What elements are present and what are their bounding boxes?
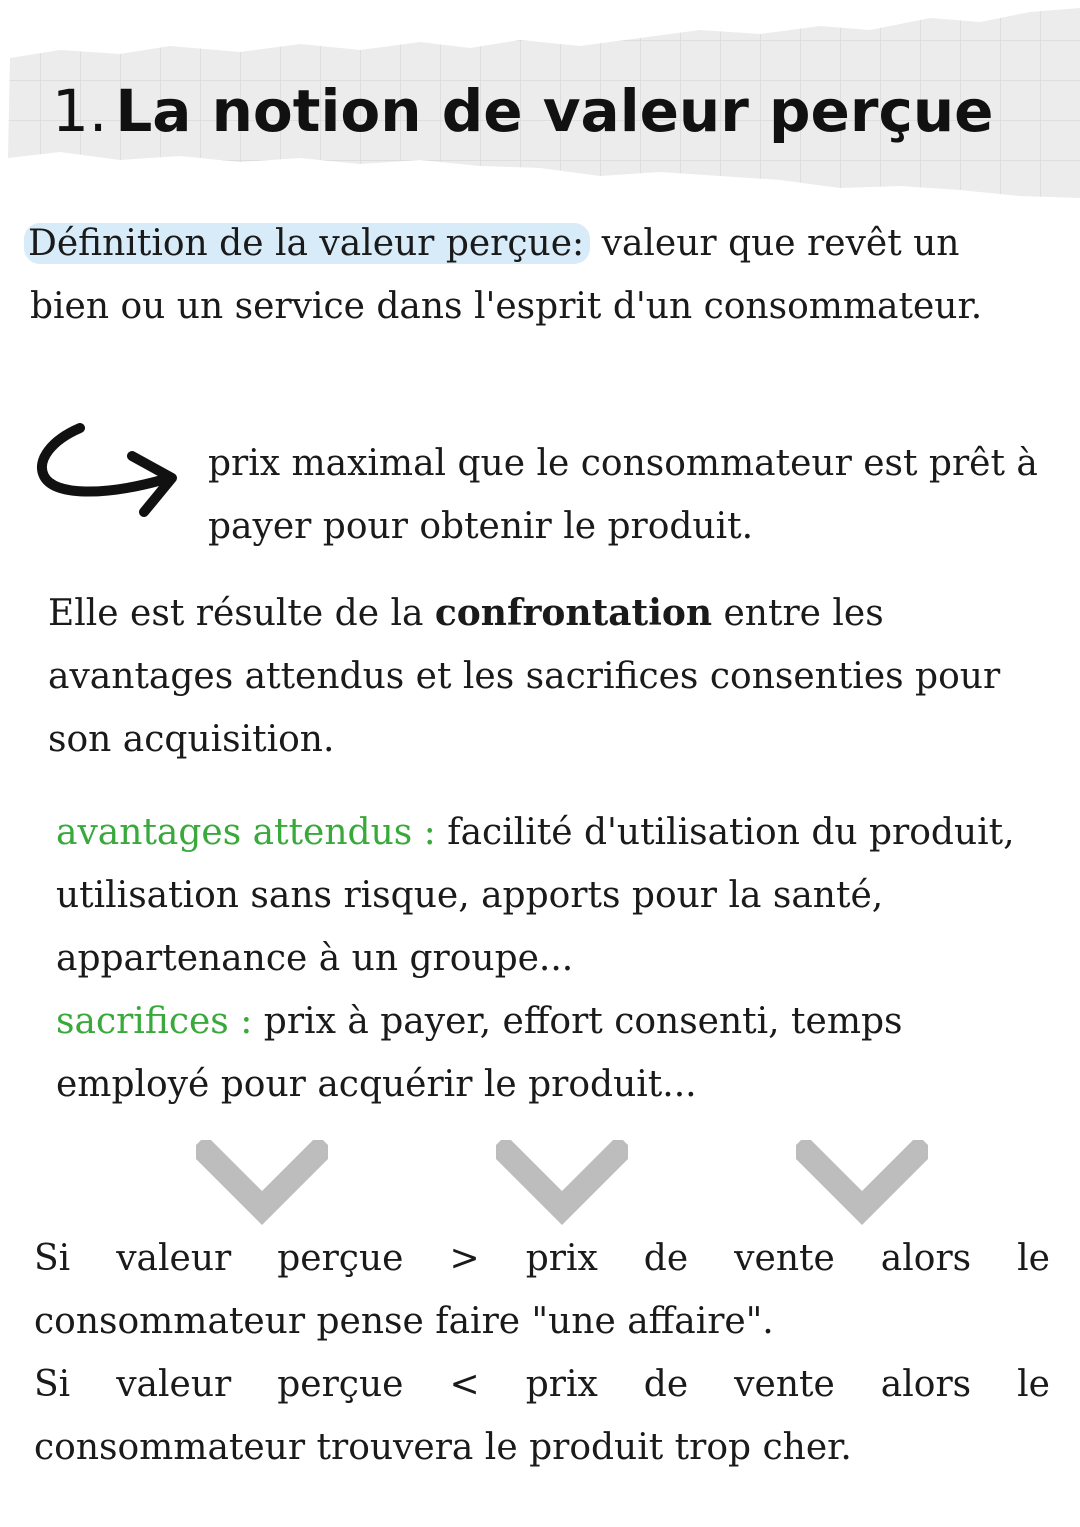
- confrontation-after: entre les avantages attendus et les sacrifices consenties pour son acquisition.: [48, 593, 1001, 760]
- condition-greater-line1: Si valeur perçue > prix de vente alors le: [34, 1238, 1050, 1279]
- avantages-paragraph: [56, 801, 1046, 990]
- page-title: [52, 76, 993, 146]
- sacrifices-label: sacrifices :: [56, 1001, 253, 1042]
- arrow-note-text: prix maximal que le consommateur est prêt à payer pour obtenir le produit.: [208, 443, 1038, 547]
- avantages-text: facilité d'utilisation du produit, utilisation sans risque, apports pour la santé, appartenance à un groupe...: [56, 812, 1015, 979]
- curved-arrow-icon: [34, 416, 194, 536]
- confrontation-paragraph: [48, 582, 1048, 771]
- condition-less-line1: Si valeur perçue < prix de vente alors le: [34, 1364, 1050, 1405]
- section-number: 1.: [52, 77, 108, 145]
- chevron-row: [0, 1140, 1080, 1230]
- avantages-label: avantages attendus :: [56, 812, 436, 853]
- section-title: La notion de valeur perçue: [115, 77, 994, 145]
- confrontation-before: Elle est résulte de la: [48, 593, 435, 634]
- chevron-down-icon: [496, 1140, 628, 1226]
- definition-term: Définition de la valeur perçue:: [24, 223, 590, 264]
- chevron-down-icon: [196, 1140, 328, 1226]
- conditions-block: [34, 1227, 1050, 1479]
- sacrifices-text: prix à payer, effort consenti, temps employé pour acquérir le produit...: [56, 1001, 903, 1105]
- avantages-sacrifices-block: [56, 801, 1046, 1116]
- condition-greater-line2: consommateur pense faire "une affaire".: [34, 1301, 774, 1342]
- title-banner: [0, 0, 1080, 215]
- condition-less-line2: consommateur trouvera le produit trop cher.: [34, 1427, 852, 1468]
- sacrifices-paragraph: [56, 990, 1046, 1116]
- chevron-down-icon: [796, 1140, 928, 1226]
- definition-text: valeur que revêt un bien ou un service dans l'esprit d'un consommateur.: [30, 223, 983, 327]
- definition-paragraph: [30, 212, 1030, 338]
- confrontation-keyword: confrontation: [434, 592, 713, 634]
